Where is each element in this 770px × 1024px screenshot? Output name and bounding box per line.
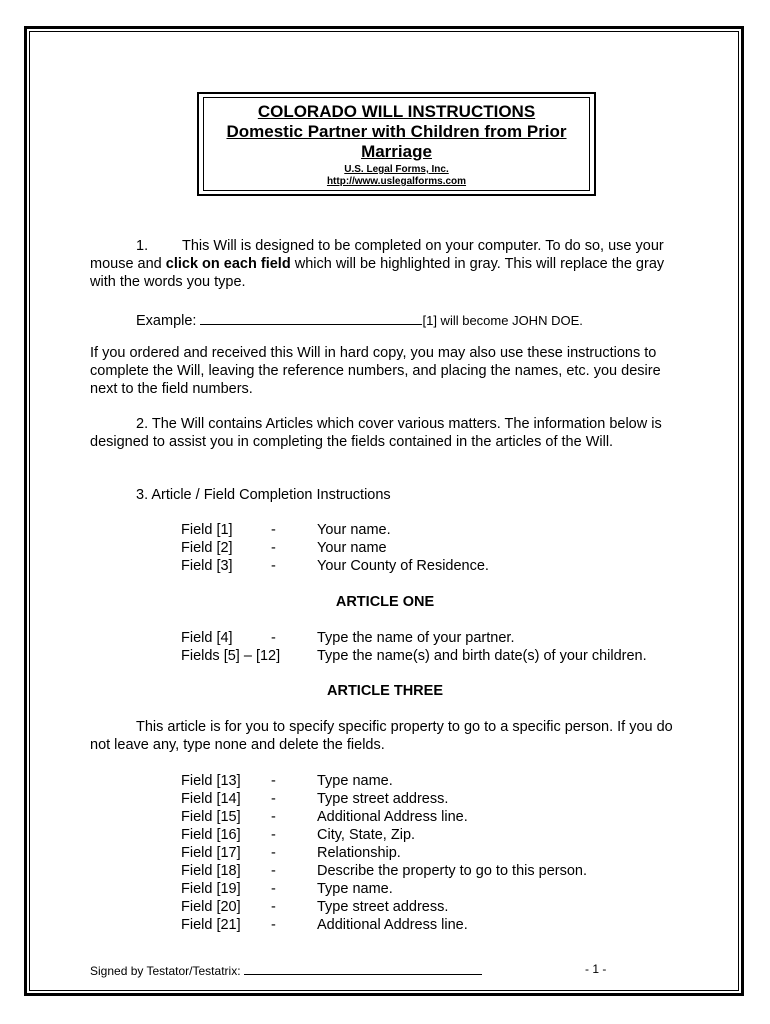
paragraph-number: 1. <box>136 238 149 254</box>
article-three-intro: This article is for you to specify specific property to go to a specific person. If you do not leave any, type none and delete the fields. <box>90 719 673 753</box>
field-name: Field [20] <box>181 899 241 915</box>
instruction-paragraph-1 <box>90 237 680 291</box>
field-row <box>181 521 489 539</box>
example-label: Example: <box>136 313 201 329</box>
field-description: Type name. <box>317 881 393 897</box>
field-row <box>181 862 587 880</box>
signed-by-label: Signed by Testator/Testatrix: <box>90 964 241 978</box>
field-dash: - <box>271 773 276 789</box>
field-description: Your name <box>317 540 387 556</box>
field-row <box>181 826 587 844</box>
field-row <box>181 557 489 575</box>
field-row <box>181 880 587 898</box>
field-dash: - <box>271 863 276 879</box>
field-description: Type the name of your partner. <box>317 630 515 646</box>
field-dash: - <box>271 845 276 861</box>
para1-bold-text: click on each field <box>165 256 291 272</box>
field-name: Field [3] <box>181 558 233 574</box>
document-title: COLORADO WILL INSTRUCTIONS <box>257 102 536 121</box>
field-dash: - <box>271 540 276 556</box>
signature-footer <box>90 962 482 978</box>
field-name: Fields [5] – [12] <box>181 648 281 664</box>
field-description: Relationship. <box>317 845 401 861</box>
field-description: Your County of Residence. <box>317 558 489 574</box>
field-description: Type street address. <box>317 791 449 807</box>
page-number: - 1 - <box>585 962 607 976</box>
field-dash: - <box>271 881 276 897</box>
article-one-heading: ARTICLE ONE <box>335 594 435 610</box>
field-description: Type the name(s) and birth date(s) of your children. <box>317 648 647 664</box>
field-description: Additional Address line. <box>317 809 468 825</box>
field-row <box>181 898 587 916</box>
field-row <box>181 808 587 826</box>
article-three-heading: ARTICLE THREE <box>327 683 443 699</box>
field-row <box>181 790 587 808</box>
field-dash: - <box>271 809 276 825</box>
field-description: Your name. <box>317 522 391 538</box>
field-dash: - <box>271 630 276 646</box>
instruction-paragraph-3: 3. Article / Field Completion Instructions <box>136 487 391 503</box>
example-line <box>136 310 726 330</box>
intro-fields-list <box>181 521 489 575</box>
document-subtitle-line1: Domestic Partner with Children from Prior <box>226 122 567 141</box>
field-row <box>181 647 647 665</box>
hardcopy-paragraph: If you ordered and received this Will in hard copy, you may also use these instructions to complete the Will, leaving the reference numbers, and placing the names, etc. you desire next to the field numbers. <box>90 345 661 397</box>
field-row <box>181 916 587 934</box>
field-name: Field [18] <box>181 863 241 879</box>
field-dash: - <box>271 791 276 807</box>
field-dash: - <box>271 558 276 574</box>
field-description: City, State, Zip. <box>317 827 416 843</box>
field-name: Field [15] <box>181 809 241 825</box>
field-dash: - <box>271 899 276 915</box>
para1-text-after: which will be highlighted in gray. This will replace the gray with the words you type. <box>90 256 665 290</box>
field-name: Field [2] <box>181 540 233 556</box>
article-one-fields-list <box>181 629 647 665</box>
field-name: Field [4] <box>181 630 233 646</box>
field-name: Field [21] <box>181 917 241 933</box>
field-name: Field [14] <box>181 791 241 807</box>
field-description: Type street address. <box>317 899 449 915</box>
example-blank <box>200 310 422 325</box>
field-name: Field [17] <box>181 845 241 861</box>
instruction-paragraph-2: 2. The Will contains Articles which cover various matters. The information below is designed to assist you in completing the fields contained in the articles of the Will. <box>90 416 662 450</box>
field-row <box>181 844 587 862</box>
example-result: [1] will become JOHN DOE. <box>422 313 583 328</box>
field-row <box>181 629 647 647</box>
article-three-fields-list <box>181 772 587 934</box>
title-box <box>203 97 590 191</box>
field-description: Describe the property to go to this person. <box>317 863 588 879</box>
field-description: Additional Address line. <box>317 917 468 933</box>
signature-line <box>244 962 482 975</box>
company-name: U.S. Legal Forms, Inc. <box>344 164 449 175</box>
field-name: Field [16] <box>181 827 241 843</box>
field-row <box>181 539 489 557</box>
field-dash: - <box>271 827 276 843</box>
field-name: Field [19] <box>181 881 241 897</box>
para1-text-before: This Will is designed to be completed on your computer. To do so, use your mouse and <box>90 238 664 272</box>
company-url: http://www.uslegalforms.com <box>326 176 467 187</box>
field-dash: - <box>271 917 276 933</box>
field-name: Field [1] <box>181 522 233 538</box>
field-dash: - <box>271 522 276 538</box>
field-row <box>181 772 587 790</box>
field-name: Field [13] <box>181 773 241 789</box>
field-description: Type name. <box>317 773 393 789</box>
document-subtitle-line2: Marriage <box>361 142 432 161</box>
